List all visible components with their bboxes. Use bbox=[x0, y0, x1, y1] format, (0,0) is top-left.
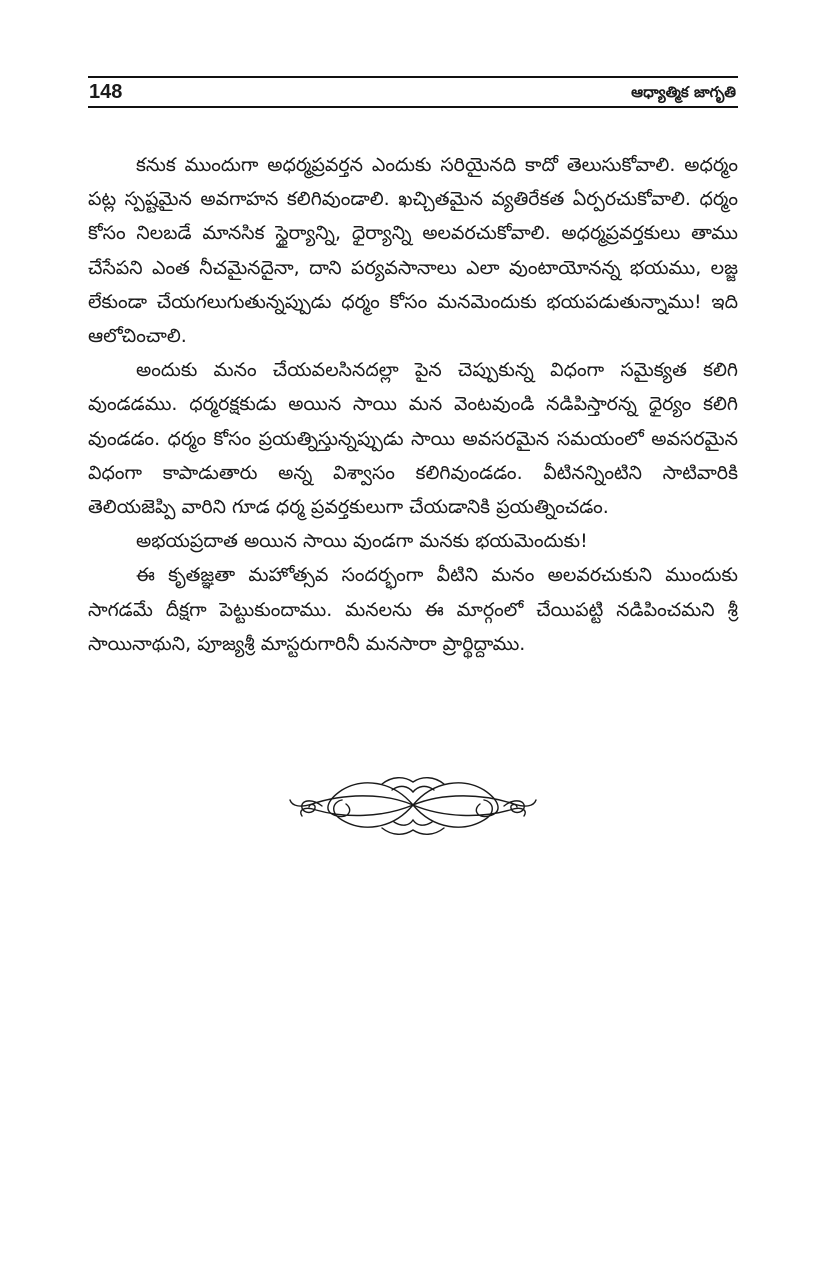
page-header bbox=[88, 76, 738, 110]
running-title: ఆధ్యాత్మిక జాగృతి bbox=[631, 83, 736, 101]
decorative-flourish-icon bbox=[282, 770, 544, 840]
paragraph-3: అభయప్రదాత అయిన సాయి వుండగా మనకు భయమెందుకు! bbox=[136, 530, 588, 553]
paragraph-4: ఈ కృతజ్ఞతా మహోత్సవ సందర్భంగా వీటిని మనం అలవరచుకుని ముందుకు సాగడమే దీక్షగా పెట్టుకుందాము. మనలను ఈ మార్గంలో చేయిపట్టి నడిపించమని శ్రీ సాయినాథుని, పూజ్యశ్రీ మాస్టరుగారినీ మనసారా ప్రార్థిద్దాము. bbox=[88, 564, 738, 655]
paragraph-1: కనుక ముందుగా అధర్మప్రవర్తన ఎందుకు సరియైనది కాదో తెలుసుకోవాలి. అధర్మం పట్ల స్పష్టమైన అవగాహన కలిగివుండాలి. ఖచ్చితమైన వ్యతిరేకత ఏర్పరచుకోవాలి. ధర్మం కోసం నిలబడే మానసిక స్థైర్యాన్ని, ధైర్యాన్ని అలవరచుకోవాలి. అధర్మప్రవర్తకులు తాము చేసేపని ఎంత నీచమైనదైనా, దాని పర్యవసానాలు ఎలా వుంటాయోనన్న భయము, లజ్జ లేకుండా చేయగలుగుతున్నప్పుడు ధర్మం కోసం మనమెందుకు భయపడుతున్నాము! ఇది ఆలోచించాలి. bbox=[88, 154, 738, 348]
body-text bbox=[88, 148, 738, 661]
header-bottom-rule bbox=[88, 106, 738, 108]
paragraph-2: అందుకు మనం చేయవలసినదల్లా పైన చెప్పుకున్న విధంగా సమైక్యత కలిగి వుండడము. ధర్మరక్షకుడు అయిన సాయి మన వెంటవుండి నడిపిస్తారన్న ధైర్యం కలిగి వుండడం. ధర్మం కోసం ప్రయత్నిస్తున్నప్పుడు సాయి అవసరమైన సమయంలో అవసరమైన విధంగా కాపాడుతారు అన్న విశ్వాసం కలిగివుండడం. వీటినన్నింటిని సాటివారికి తెలియజెప్పి వారిని గూడ ధర్మ ప్రవర్తకులుగా చేయడానికి ప్రయత్నించడం. bbox=[88, 359, 738, 519]
page-number: 148 bbox=[89, 81, 123, 103]
header-top-rule bbox=[88, 76, 738, 78]
